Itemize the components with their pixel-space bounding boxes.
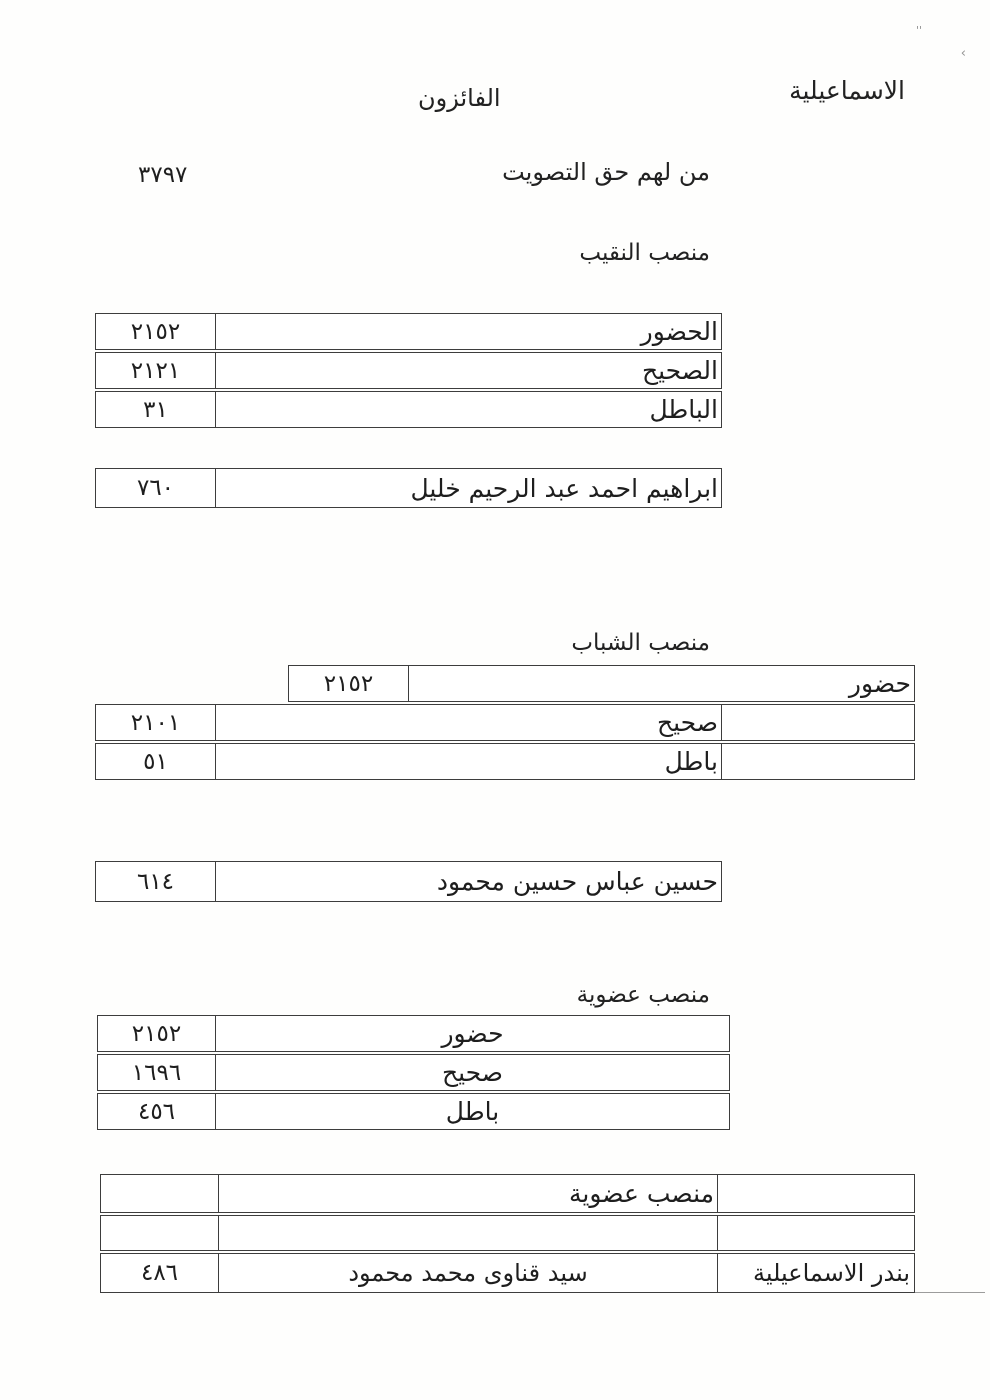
winner-name: ابراهيم احمد عبد الرحيم خليل [410, 473, 718, 503]
stat-value: ١٦٩٦ [98, 1055, 216, 1090]
stat-value: ٤٥٦ [98, 1094, 216, 1129]
stat-label: الصحيح [641, 356, 718, 385]
stat-label: حضور [441, 1019, 504, 1048]
stat-value: ٢١٠١ [96, 705, 216, 740]
table-row [100, 1215, 915, 1251]
stat-label: الحضور [640, 317, 718, 346]
empty-cell [219, 1216, 717, 1250]
governorate-title: الاسماعيلية [789, 76, 905, 105]
scan-line-artifact [915, 1292, 985, 1293]
stat-value: ٣١ [96, 392, 216, 427]
stat-label: باطل [664, 747, 718, 776]
stat-label: صحيح [656, 708, 718, 737]
empty-cell [717, 1175, 914, 1212]
table-row [97, 1093, 730, 1130]
membership-winner-table [100, 1174, 915, 1295]
winner-name: حسين عباس حسين محمود [436, 867, 718, 896]
table-row [97, 1054, 730, 1091]
final-table-title: منصب عضوية [569, 1179, 714, 1208]
winners-title: الفائزون [418, 84, 501, 112]
naqib-winner-row [95, 468, 722, 510]
eligible-voters-value: ٣٧٩٧ [138, 162, 188, 188]
table-row [95, 313, 722, 350]
scan-artifact: '' [915, 24, 922, 37]
empty-cell [721, 744, 914, 779]
winner-votes: ٤٨٦ [101, 1254, 219, 1292]
table-row [95, 861, 722, 902]
empty-cell [717, 1216, 914, 1250]
shabab-winner-row [95, 861, 722, 904]
winner-votes: ٦١٤ [96, 862, 216, 901]
winner-name: سيد قناوى محمد محمود [348, 1259, 588, 1287]
stat-value: ٢١٢١ [96, 353, 216, 388]
winner-district: بندر الاسماعيلية [717, 1254, 914, 1292]
winner-votes: ٧٦٠ [96, 469, 216, 507]
stat-label: الباطل [649, 395, 718, 424]
shabab-stats-table [95, 665, 915, 782]
naqib-stats-table [95, 313, 722, 430]
empty-cell [721, 705, 914, 740]
stat-value: ٢١٥٢ [289, 666, 409, 701]
scan-artifact: › [960, 46, 966, 61]
section-heading-shabab: منصب الشباب [571, 630, 710, 656]
section-heading-odweya: منصب عضوية [576, 982, 710, 1008]
stat-value: ٥١ [96, 744, 216, 779]
odweya-stats-table [97, 1015, 730, 1132]
table-row [100, 1174, 915, 1213]
table-row [288, 665, 915, 702]
section-heading-naqib: منصب النقيب [579, 240, 710, 266]
table-row [95, 468, 722, 508]
stat-label: صحيح [441, 1058, 504, 1087]
eligible-voters-label: من لهم حق التصويت [502, 158, 710, 186]
table-row [95, 391, 722, 428]
stat-label: حضور [848, 669, 911, 698]
stat-value: ٢١٥٢ [98, 1016, 216, 1051]
empty-cell [101, 1216, 219, 1250]
table-row [95, 352, 722, 389]
table-row [95, 704, 915, 741]
table-row [100, 1253, 915, 1293]
table-row [97, 1015, 730, 1052]
stat-label: باطل [445, 1097, 500, 1126]
table-row [95, 743, 915, 780]
empty-cell [101, 1175, 219, 1212]
stat-value: ٢١٥٢ [96, 314, 216, 349]
